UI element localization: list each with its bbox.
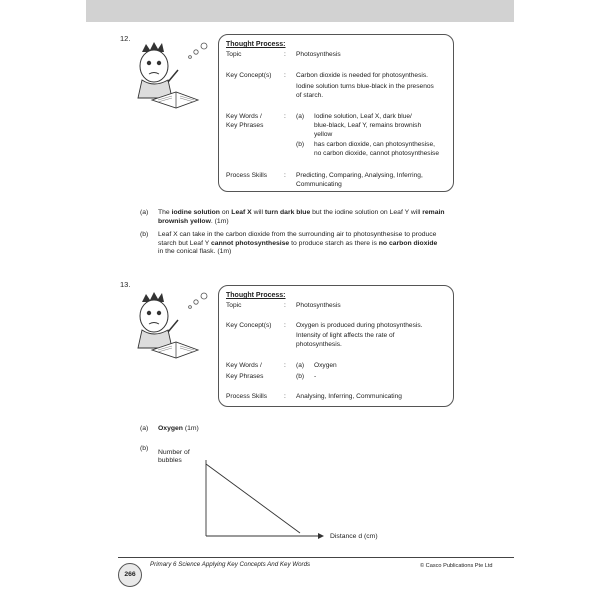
trend-line (206, 464, 300, 533)
concept-line: Intensity of light affects the rate of (296, 332, 395, 339)
footer-copyright: © Casco Publications Pte Ltd (420, 563, 493, 569)
answer-bold-text: turn dark blue (264, 209, 311, 216)
answer-text: . (1m) (210, 217, 229, 225)
colon: : (284, 113, 286, 120)
keyword-letter: (a) (296, 362, 305, 369)
topic-label: Topic (226, 51, 242, 58)
skills-line: Predicting, Comparing, Analysing, Inferring, (296, 172, 423, 179)
keyword-letter: (a) (296, 113, 305, 120)
colon: : (284, 172, 286, 179)
footer-divider (118, 557, 514, 558)
skills-label: Process Skills (226, 172, 268, 179)
answer-13b (140, 445, 160, 455)
concept-line: Oxygen is produced during photosynthesis. (296, 322, 423, 329)
footer-book-title: Primary 6 Science Applying Key Concepts And Key Words (150, 561, 311, 568)
keyword-line: yellow (314, 131, 333, 138)
keyword-line: Oxygen (314, 362, 337, 369)
thinking-student-illustration (132, 40, 208, 110)
answer-bold-text: Leaf X (231, 209, 252, 216)
topic-label: Topic (226, 302, 242, 309)
skills-label: Process Skills (226, 393, 268, 400)
keywords-label: Key Words / (226, 362, 262, 369)
colon: : (284, 51, 286, 58)
answer-text: The (158, 209, 172, 216)
y-label-line: bubbles (158, 457, 182, 464)
keyword-line: has carbon dioxide, can photosynthesise, (314, 141, 435, 148)
keywords-label: Key Words / (226, 113, 262, 120)
answer-text: on (219, 209, 232, 216)
concept-line: photosynthesis. (296, 341, 342, 348)
thought-process-title: Thought Process: (226, 41, 286, 48)
answer-letter: (a) (140, 425, 149, 432)
answer-12b (140, 231, 470, 259)
question-13-number: 13. (120, 280, 131, 289)
answer-letter: (a) (140, 209, 149, 216)
answer-text: starch but Leaf Y (158, 239, 212, 247)
colon: : (284, 322, 286, 329)
colon: : (284, 72, 286, 79)
keyword-line: Iodine solution, Leaf X, dark blue/ (314, 113, 412, 120)
keyword-line: blue-black, Leaf Y, remains brownish (314, 122, 422, 129)
thought-process-title: Thought Process: (226, 292, 286, 299)
answer-bold-text: remain (422, 209, 445, 216)
page-number-badge: 266 (118, 563, 142, 587)
colon: : (284, 393, 286, 400)
topic-value: Photosynthesis (296, 51, 341, 58)
thinking-student-illustration (132, 290, 208, 360)
sketch-graph (196, 460, 326, 542)
concept-line: Carbon dioxide is needed for photosynthesis. (296, 72, 428, 79)
keywords-label: Key Phrases (226, 122, 264, 129)
answer-text: to produce starch as there is (289, 239, 379, 247)
y-label-line: Number of (158, 449, 190, 456)
keyword-letter: (b) (296, 373, 305, 380)
answer-bold-text: Oxygen (158, 425, 183, 432)
graph-y-axis-label (158, 449, 190, 465)
answer-text: in the conical flask. (1m) (158, 248, 232, 256)
top-banner (86, 0, 514, 22)
skills-line: Analysing, Inferring, Communicating (296, 393, 402, 400)
thought-process-box-q12 (218, 34, 454, 192)
question-12-number: 12. (120, 34, 131, 43)
concepts-label: Key Concept(s) (226, 72, 272, 79)
keyword-line: no carbon dioxide, cannot photosynthesise (314, 150, 440, 157)
colon: : (284, 362, 286, 369)
skills-line: Communicating (296, 181, 342, 188)
answer-text: Leaf X can take in the carbon dioxide from the surrounding air to photosynthesise to produce (158, 231, 437, 238)
answer-text: but the iodine solution on Leaf Y will (310, 209, 423, 216)
topic-value: Photosynthesis (296, 302, 341, 309)
answer-letter: (b) (140, 445, 149, 452)
colon: : (284, 302, 286, 309)
answer-bold-text: no carbon dioxide (378, 239, 438, 247)
thought-process-box-q13 (218, 285, 454, 407)
keywords-label: Key Phrases (226, 373, 264, 380)
concepts-label: Key Concept(s) (226, 322, 272, 329)
answer-13a (140, 425, 340, 435)
answer-letter: (b) (140, 231, 149, 238)
concept-line: Iodine solution turns blue-black in the presenos (296, 83, 434, 90)
answer-12a (140, 209, 470, 229)
keyword-letter: (b) (296, 141, 305, 148)
answer-bold-text: brownish yellow (158, 217, 211, 225)
answer-bold-text: cannot photosynthesise (211, 239, 290, 247)
graph-x-axis-label: Distance d (cm) (330, 533, 378, 540)
concept-line: of starch. (296, 92, 324, 99)
answer-text: (1m) (182, 425, 199, 432)
answer-bold-text: iodine solution (171, 209, 220, 216)
x-axis-arrow-icon (318, 533, 324, 539)
answer-text: will (251, 209, 265, 216)
keyword-line: - (314, 373, 317, 380)
